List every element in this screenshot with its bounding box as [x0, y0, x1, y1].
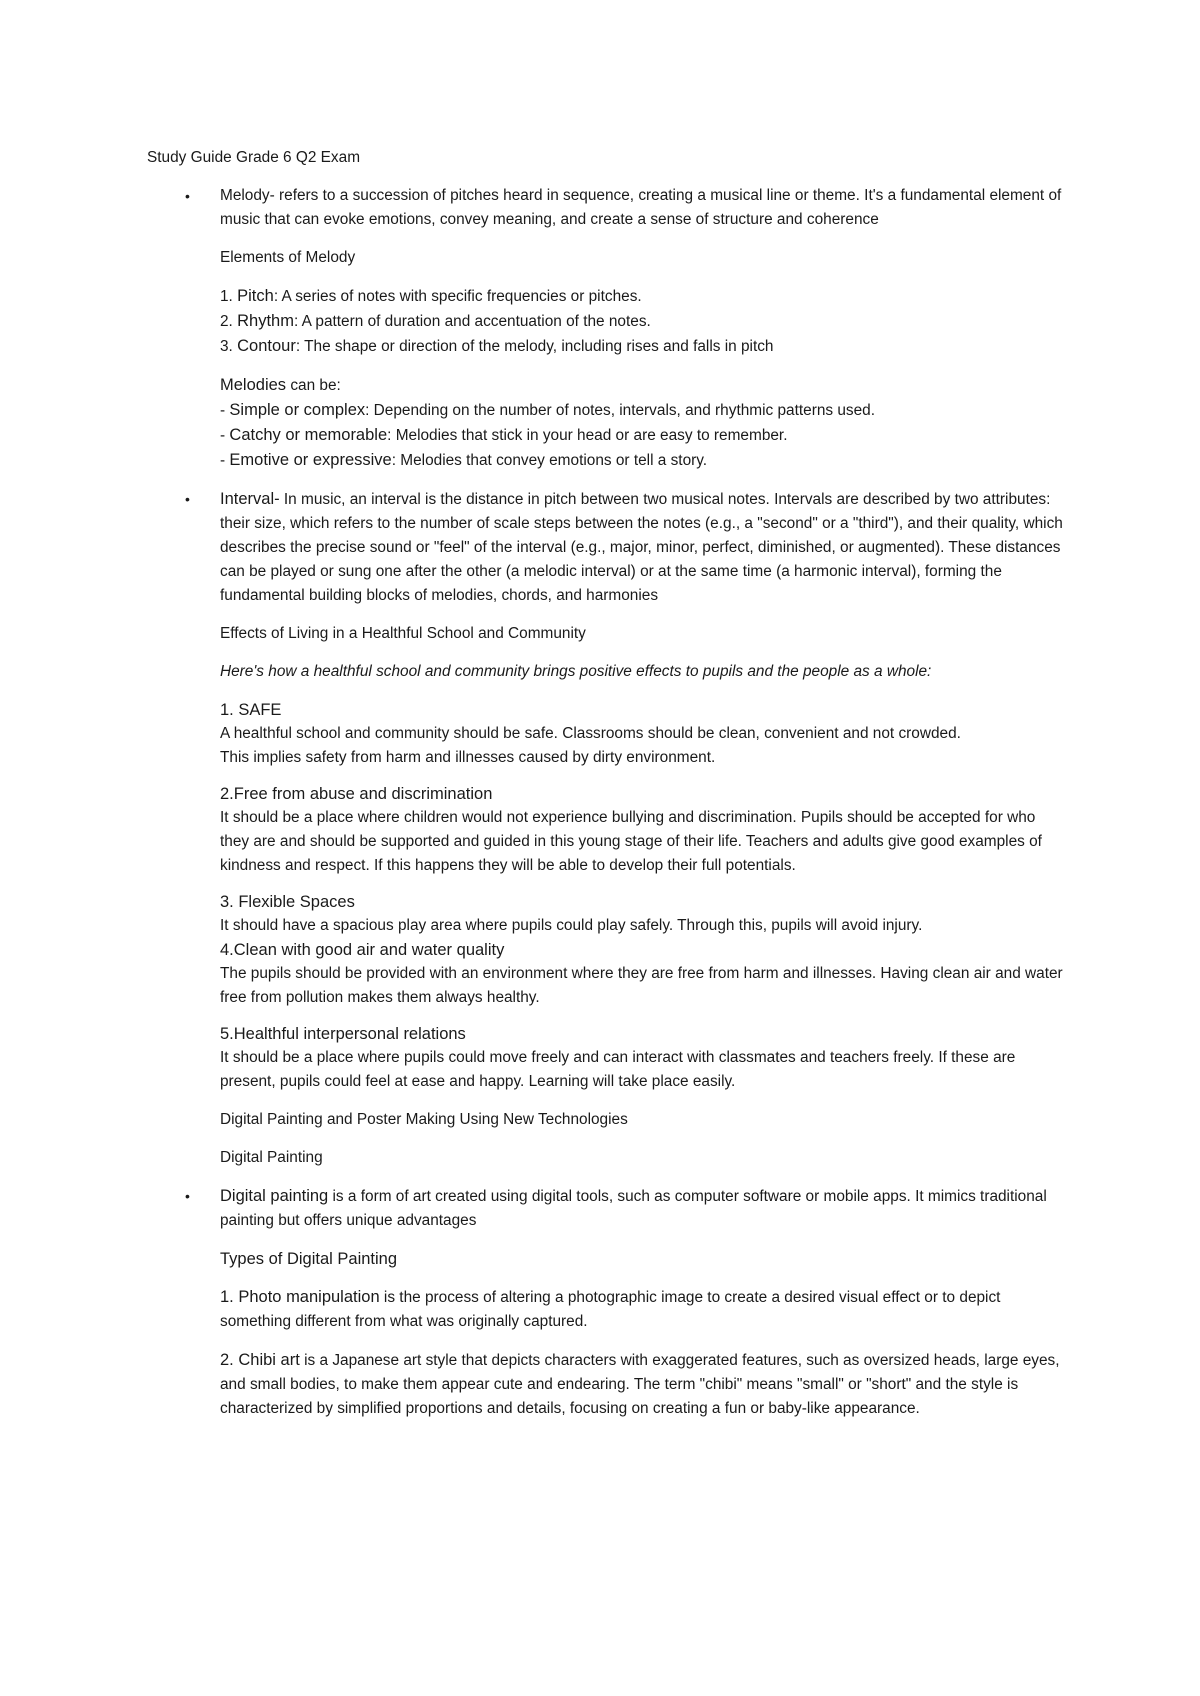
health-item-text: A healthful school and community should be safe. Classrooms should be clean, convenient and not crowded. — [220, 725, 961, 742]
digital-main-heading: Digital Painting and Poster Making Using New Technologies — [220, 1111, 628, 1128]
health-item-text: It should have a spacious play area where pupils could play safely. Through this, pupils will avoid injury. — [220, 917, 923, 934]
health-item-text: It should be a place where children would not experience bullying and discrimination. Pupils should be accepted for who they are and should be supported and guided in this young stage of their life. Teachers and adults give good examples of kindness and respect. If this happens they will be able to develop their full potentials. — [220, 809, 1042, 874]
health-item-title: 4.Clean with good air and water quality — [220, 941, 505, 959]
health-item — [220, 890, 1067, 938]
interval-bullet — [147, 487, 1067, 608]
health-item-title: 3. Flexible Spaces — [220, 893, 355, 911]
health-item — [220, 938, 1067, 1010]
elements-heading: Elements of Melody — [220, 249, 356, 266]
health-heading: Effects of Living in a Healthful School and Community — [220, 625, 586, 642]
digital-type-term: Photo manipulation — [238, 1288, 380, 1306]
melody-type-item: - Emotive or expressive: Melodies that convey emotions or tell a story. — [220, 451, 708, 469]
health-intro: Here's how a healthful school and community brings positive effects to pupils and the people as a whole: — [220, 663, 932, 680]
digital-type-term: Chibi art — [238, 1351, 300, 1369]
melody-types — [220, 373, 1067, 473]
interval-term: Interval- — [220, 490, 280, 508]
melody-bullet — [147, 184, 1067, 473]
melody-type-item: - Simple or complex: Depending on the number of notes, intervals, and rhythmic patterns used. — [220, 401, 876, 419]
health-item — [220, 1022, 1067, 1094]
digital-bullet — [147, 1184, 1067, 1421]
health-item — [220, 782, 1067, 878]
melody-types-intro: Melodies can be: — [220, 376, 341, 394]
digital-sub-heading: Digital Painting — [220, 1149, 323, 1166]
element-term: Contour — [237, 337, 296, 355]
digital-definition: Digital painting is a form of art created using digital tools, such as computer software or mobile apps. It mimics traditional painting but offers unique advantages — [220, 1187, 1047, 1229]
health-item-title: 2.Free from abuse and discrimination — [220, 785, 493, 803]
health-item-text: The pupils should be provided with an environment where they are free from harm and illnesses. Having clean air and water free from pollution makes them always healthy. — [220, 965, 1063, 1006]
health-section — [147, 622, 1067, 1170]
element-item: 1. Pitch: A series of notes with specific frequencies or pitches. — [220, 287, 642, 305]
digital-types-heading: Types of Digital Painting — [220, 1250, 398, 1268]
health-item-text: This implies safety from harm and illnesses caused by dirty environment. — [220, 749, 716, 766]
bullet-dot: • — [185, 491, 190, 507]
melody-type-item: - Catchy or memorable: Melodies that stick in your head or are easy to remember. — [220, 426, 788, 444]
document-body — [147, 146, 1067, 1421]
bullet-dot: • — [185, 1188, 190, 1204]
element-term: Pitch — [237, 287, 274, 305]
digital-term: Digital painting — [220, 1187, 329, 1205]
element-item: 2. Rhythm: A pattern of duration and accentuation of the notes. — [220, 312, 651, 330]
health-item-text: It should be a place where pupils could move freely and can interact with classmates and teachers freely. If these are present, pupils could feel at ease and happy. Learning will take place easily. — [220, 1049, 1016, 1090]
bullet-dot: • — [185, 188, 190, 204]
digital-type-item: 1. Photo manipulation is the process of altering a photographic image to create a desired visual effect or to depict something different from what was originally captured. — [220, 1288, 1001, 1330]
digital-type-item: 2. Chibi art is a Japanese art style that depicts characters with exaggerated features, such as oversized heads, large eyes, and small bodies, to make them appear cute and endearing. The term "chibi" means "small" or "short" and the style is characterized by simplified proportions and details, focusing on creating a fun or baby-like appearance. — [220, 1351, 1060, 1417]
element-item: 3. Contour: The shape or direction of the melody, including rises and falls in pitch — [220, 337, 774, 355]
document-title: Study Guide Grade 6 Q2 Exam — [147, 149, 361, 166]
health-item-title: 5.Healthful interpersonal relations — [220, 1025, 466, 1043]
interval-definition: Interval- In music, an interval is the distance in pitch between two musical notes. Intervals are described by two attributes: their size, which refers to the number of scale steps between the notes (e.g., a "second" or a "third"), and their quality, which describes the precise sound or "feel" of the interval (e.g., major, minor, perfect, diminished, or augmented). These distances can be played or sung one after the other (a melodic interval) or at the same time (a harmonic interval), forming the fundamental building blocks of melodies, chords, and harmonies — [220, 490, 1063, 604]
melody-definition: Melody- refers to a succession of pitches heard in sequence, creating a musical line or theme. It's a fundamental element of music that can evoke emotions, convey meaning, and create a sense of structure and coherence — [220, 187, 1062, 228]
element-term: Rhythm — [237, 312, 294, 330]
health-item-title: 1. SAFE — [220, 701, 282, 719]
elements-list — [220, 284, 1067, 359]
health-item — [220, 698, 1067, 770]
